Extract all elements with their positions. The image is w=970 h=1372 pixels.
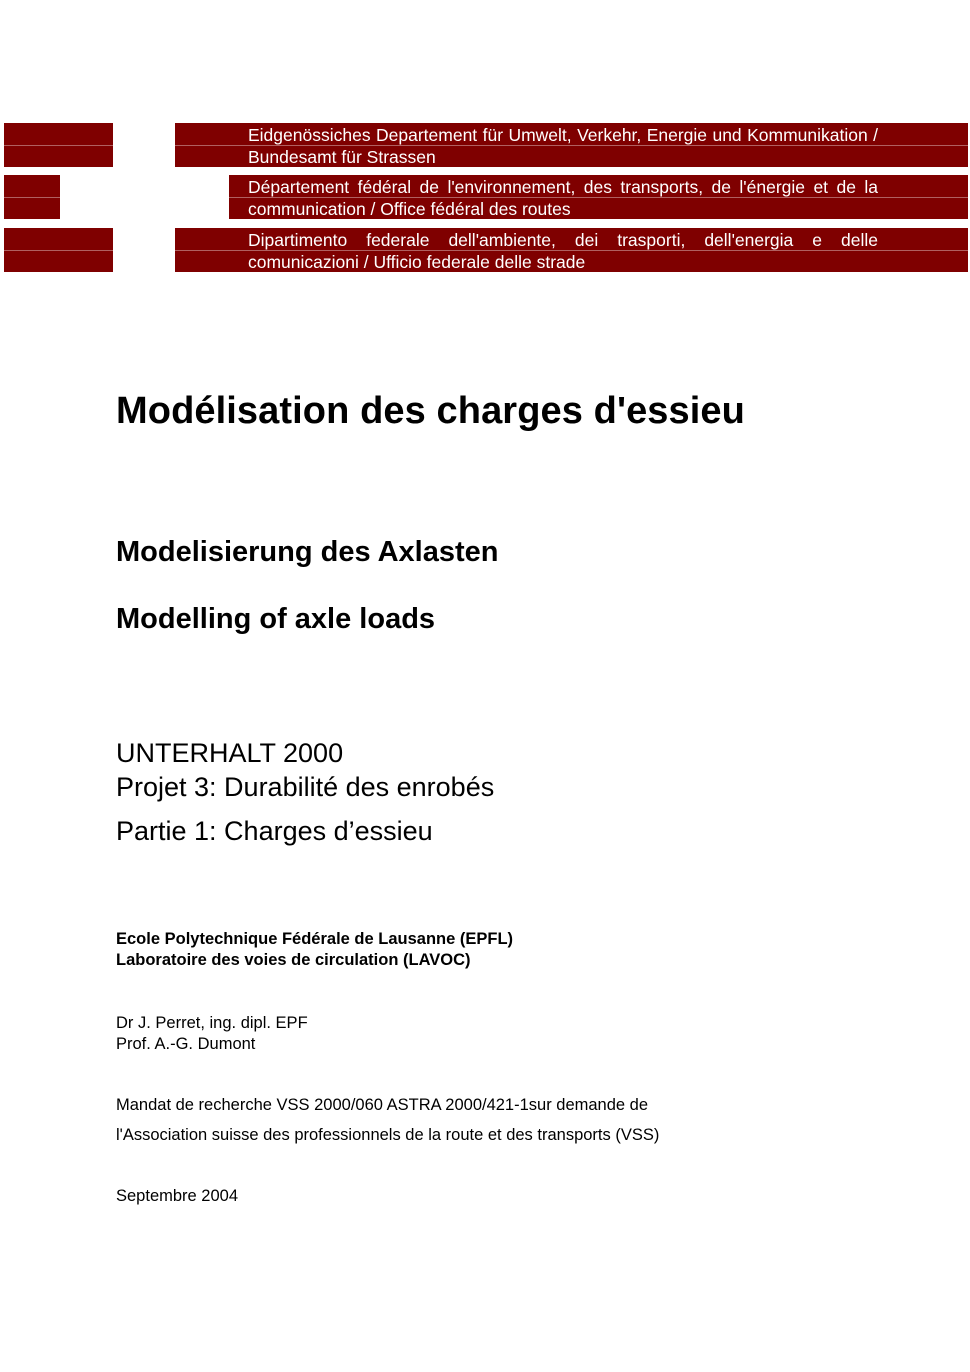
mandate-line-2: l'Association suisse des professionnels de la route et des transports (VSS) xyxy=(116,1126,660,1144)
document-title: Modélisation des charges d'essieu xyxy=(116,390,745,432)
program-name: UNTERHALT 2000 xyxy=(116,738,344,768)
department-italian: Dipartimento federale dell'ambiente, dei trasporti, dell'energia e delle comunicazioni / Ufficio federale delle strade xyxy=(248,230,878,272)
department-german: Eidgenössiches Departement für Umwelt, Verkehr, Energie und Kommunikation / Bundesamt für Strassen xyxy=(248,125,878,167)
flag-bar-left-1 xyxy=(4,123,113,167)
flag-bar-left-3 xyxy=(4,228,113,272)
publication-date: Septembre 2004 xyxy=(116,1187,239,1205)
author-2: Prof. A.-G. Dumont xyxy=(116,1035,256,1053)
mandate-line-1: Mandat de recherche VSS 2000/060 ASTRA 2000/421-1sur demande de xyxy=(116,1096,649,1114)
flag-bar-left-2 xyxy=(4,175,60,219)
department-french: Département fédéral de l'environnement, des transports, de l'énergie et de la communication / Office fédéral des routes xyxy=(248,177,878,219)
author-1: Dr J. Perret, ing. dipl. EPF xyxy=(116,1014,308,1032)
institution-lab: Laboratoire des voies de circulation (LAVOC) xyxy=(116,951,471,969)
part-name: Partie 1: Charges d’essieu xyxy=(116,816,433,846)
subtitle-german: Modelisierung des Axlasten xyxy=(116,536,499,568)
institution-school: Ecole Polytechnique Fédérale de Lausanne (EPFL) xyxy=(116,930,514,948)
subtitle-english: Modelling of axle loads xyxy=(116,603,436,635)
project-name: Projet 3: Durabilité des enrobés xyxy=(116,772,495,802)
